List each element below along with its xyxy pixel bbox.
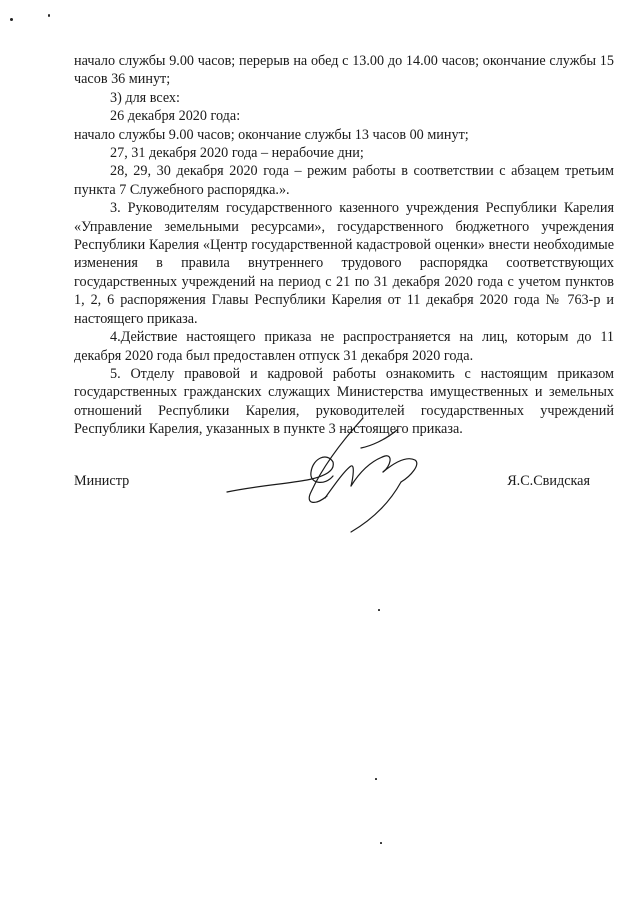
paragraph-5: 5. Отделу правовой и кадровой работы ознакомить с настоящим приказом государственных гражданских служащих Министерства имущественных и земельных отношений Республики Карелия, руководителей государственных учреждений Республики Карелия, указанных в пункте 3 настоящего приказа. bbox=[74, 365, 614, 438]
paragraph-4: 4.Действие настоящего приказа не распространяется на лиц, которым до 11 декабря 2020 года был предоставлен отпуск 31 декабря 2020 года. bbox=[74, 329, 614, 364]
scan-speck bbox=[378, 609, 380, 611]
signer-name: Я.С.Свидская bbox=[507, 473, 590, 489]
paragraph-3: 3. Руководителям государственного казенного учреждения Республики Карелия «Управление земельными ресурсами», государственного бюджетного учреждения Республики Карелия «Центр государственной кадастровой оценки» внести необходимые изменения в правила внутреннего трудового распорядка соответствующих государственных учреждений на период с 21 по 31 декабря 2020 года с учетом пунктов 1, 2, 6 распоряжения Главы Республики Карелия от 11 декабря 2020 года № 763-р и настоящего приказа. bbox=[74, 200, 614, 327]
signer-title: Министр bbox=[74, 473, 130, 489]
scan-speck bbox=[10, 18, 13, 21]
scan-speck bbox=[380, 842, 382, 844]
service-hours-line: начало службы 9.00 часов; перерыв на обед с 13.00 до 14.00 часов; окончание службы 15 часов 36 минут; bbox=[74, 53, 614, 88]
non-working-days: 27, 31 декабря 2020 года – нерабочие дни; bbox=[110, 145, 364, 162]
date-dec-26: 26 декабря 2020 года: bbox=[110, 108, 241, 125]
order-text bbox=[74, 52, 614, 439]
subitem-for-all: 3) для всех: bbox=[110, 89, 180, 106]
work-mode-days: 28, 29, 30 декабря 2020 года – режим работы в соответствии с абзацем третьим пункта 7 Служебного распорядка.». bbox=[74, 163, 614, 198]
scan-speck bbox=[375, 778, 377, 780]
handwritten-signature bbox=[215, 400, 435, 540]
scan-speck bbox=[48, 14, 50, 17]
dec-26-hours: начало службы 9.00 часов; окончание службы 13 часов 00 минут; bbox=[74, 126, 469, 143]
